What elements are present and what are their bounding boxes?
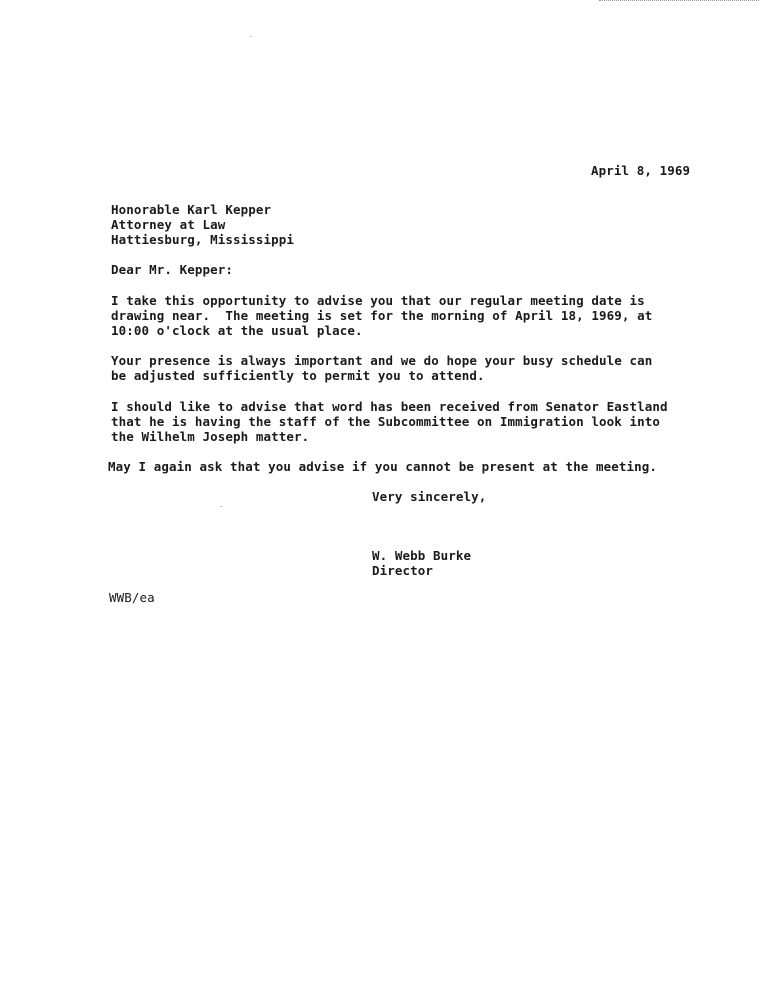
paragraph-line: 10:00 o'clock at the usual place. bbox=[111, 323, 363, 338]
signer-title: Director bbox=[372, 563, 434, 578]
typist-initials: WWB/ea bbox=[109, 590, 155, 605]
body-paragraph-2 bbox=[111, 353, 652, 383]
recipient-line: Hattiesburg, Mississippi bbox=[111, 232, 295, 247]
paragraph-line: I should like to advise that word has been received from Senator Eastland bbox=[111, 399, 668, 414]
body-paragraph-4 bbox=[108, 459, 657, 474]
body-paragraph-3 bbox=[111, 399, 668, 444]
page-edge-perforation bbox=[599, 0, 759, 4]
paragraph-line: I take this opportunity to advise you that our regular meeting date is bbox=[111, 293, 645, 308]
letter-date: April 8, 1969 bbox=[591, 163, 691, 178]
signer-name: W. Webb Burke bbox=[372, 548, 472, 563]
paragraph-line: May I again ask that you advise if you cannot be present at the meeting. bbox=[108, 459, 658, 474]
signature-block bbox=[372, 548, 471, 578]
closing: Very sincerely, bbox=[372, 489, 487, 504]
recipient-address bbox=[111, 202, 294, 247]
paper-speck bbox=[250, 36, 252, 37]
paragraph-line: be adjusted sufficiently to permit you to attend. bbox=[111, 368, 485, 383]
paragraph-line: the Wilhelm Joseph matter. bbox=[111, 429, 310, 444]
paragraph-line: drawing near. The meeting is set for the morning of April 18, 1969, at bbox=[111, 308, 653, 323]
paragraph-line: that he is having the staff of the Subcommittee on Immigration look into bbox=[111, 414, 661, 429]
salutation: Dear Mr. Kepper: bbox=[111, 262, 234, 277]
recipient-line: Attorney at Law bbox=[111, 217, 226, 232]
paper-speck bbox=[220, 506, 222, 507]
paragraph-line: Your presence is always important and we do hope your busy schedule can bbox=[111, 353, 653, 368]
body-paragraph-1 bbox=[111, 293, 652, 338]
recipient-line: Honorable Karl Kepper bbox=[111, 202, 272, 217]
